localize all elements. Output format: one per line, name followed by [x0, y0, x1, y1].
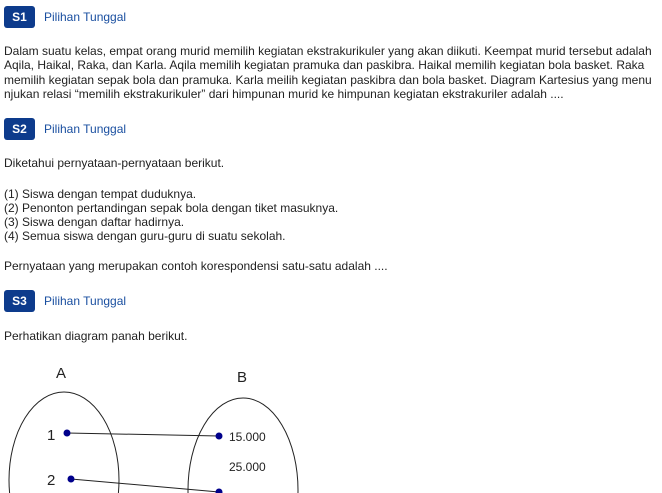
element-dot	[216, 433, 223, 440]
statement-item: (4) Semua siswa dengan guru-guru di suatu sekolah.	[4, 229, 286, 243]
relation-arrow	[71, 479, 219, 492]
question-type-label: Pilihan Tunggal	[44, 294, 127, 308]
question-type-label: Pilihan Tunggal	[44, 122, 127, 136]
set-a-label: A	[56, 365, 67, 382]
element-dot	[68, 476, 75, 483]
set-b-element: 25.000	[229, 460, 266, 474]
statement-item: (1) Siswa dengan tempat duduknya.	[4, 187, 197, 201]
relation-arrow	[67, 433, 219, 436]
set-b-label: B	[237, 369, 248, 386]
statement-item: (3) Siswa dengan daftar hadirnya.	[4, 215, 185, 229]
element-dot	[64, 430, 71, 437]
arrow-diagram	[0, 355, 662, 493]
question-type-label: Pilihan Tunggal	[44, 10, 127, 24]
question-number-badge: S2	[4, 118, 35, 140]
question-number-badge: S3	[4, 290, 35, 312]
set-a-element: 1	[47, 427, 56, 444]
set-b-oval	[188, 398, 298, 493]
set-a-oval	[9, 392, 119, 493]
question-header-s3	[4, 290, 126, 312]
question-prompt-s2: Pernyataan yang merupakan contoh korespondensi satu-satu adalah ....	[4, 259, 388, 273]
question-text-s1: Dalam suatu kelas, empat orang murid memilih kegiatan ekstrakurikuler yang akan diikuti. Keempat murid tersebut adalah Aqila, Haikal, Raka, dan Karla. Aqila memilih kegiatan pramuka dan paskibra. Haikal memilih kegiatan bola basket. Raka memilih kegiatan sepak bola dan pramuka. Karla meilih kegiatan paskibra dan bola basket. Diagram Kartesius yang menu njukan relasi “memilih ekstrakurikuler” dari himpunan murid ke himpunan kegiatan ekstrakuriler adalah ....	[4, 44, 652, 101]
statement-item: (2) Penonton pertandingan sepak bola dengan tiket masuknya.	[4, 201, 339, 215]
question-number-badge: S1	[4, 6, 35, 28]
element-dot	[216, 489, 223, 493]
question-header-s2	[4, 118, 126, 140]
question-text-s3: Perhatikan diagram panah berikut.	[4, 329, 188, 343]
set-a-element: 2	[47, 472, 56, 489]
set-b-element: 15.000	[229, 430, 266, 444]
question-intro-s2: Diketahui pernyataan-pernyataan berikut.	[4, 156, 225, 170]
question-header-s1	[4, 6, 126, 28]
